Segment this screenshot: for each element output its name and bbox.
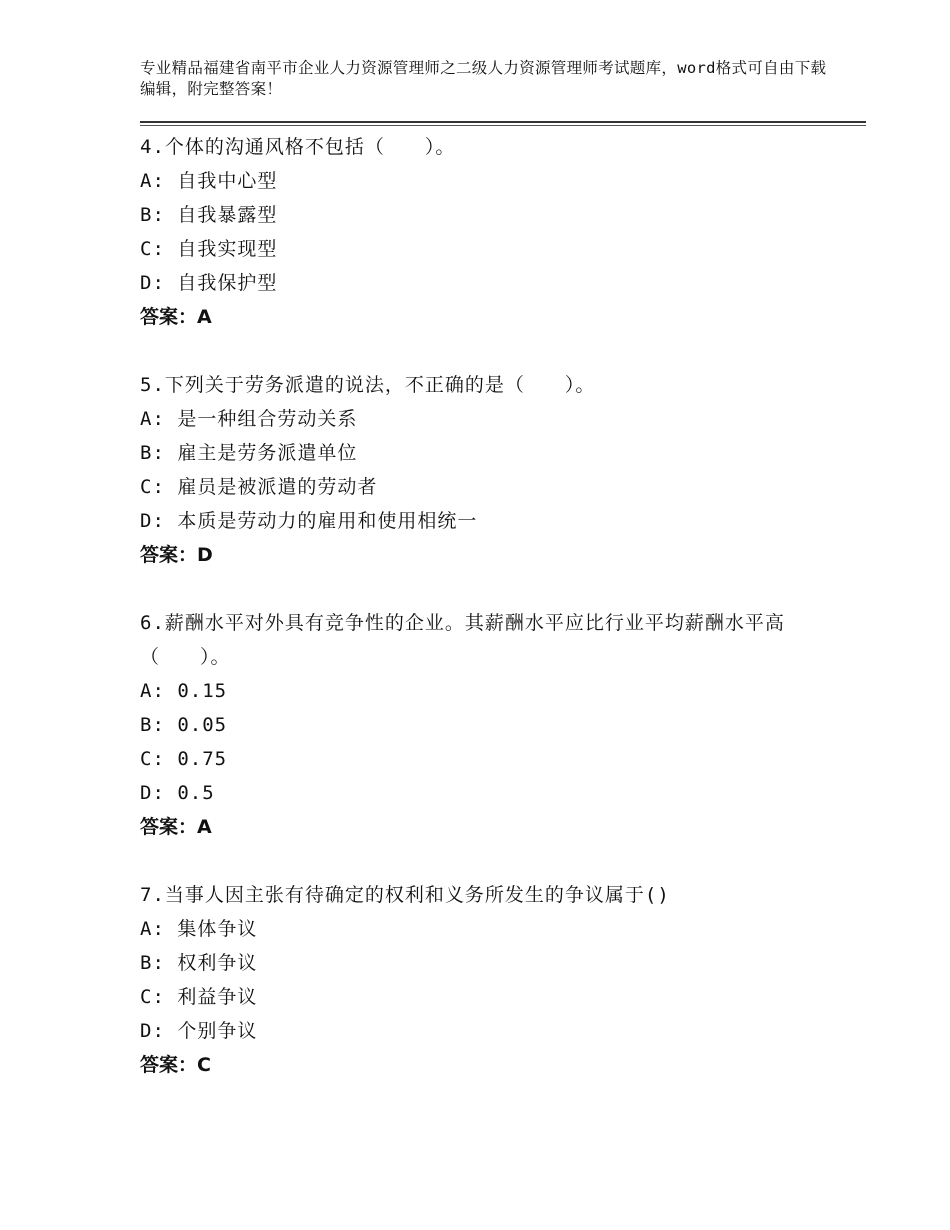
option-a: A: 是一种组合劳动关系 [140,408,358,430]
answer-line: 答案：C [140,1054,211,1076]
question-stem: 4.个体的沟通风格不包括（ ）。 [140,136,456,158]
option-b: B: 权利争议 [140,952,258,974]
option-d: D: 自我保护型 [140,272,278,294]
question-7 [140,878,840,1082]
option-d: D: 本质是劳动力的雇用和使用相统一 [140,510,478,532]
header-divider-thin [140,125,866,126]
question-6 [140,606,840,844]
question-4 [140,130,840,334]
question-stem: 5.下列关于劳务派遣的说法，不正确的是（ ）。 [140,374,596,396]
question-stem: 7.当事人因主张有待确定的权利和义务所发生的争议属于() [140,884,670,906]
option-c: C: 自我实现型 [140,238,278,260]
option-a: A: 0.15 [140,680,228,702]
answer-line: 答案：A [140,816,212,838]
option-d: D: 个别争议 [140,1020,258,1042]
question-5 [140,368,840,572]
option-b: B: 0.05 [140,714,228,736]
answer-line: 答案：A [140,306,212,328]
option-c: C: 雇员是被派遣的劳动者 [140,476,378,498]
option-c: C: 利益争议 [140,986,258,1008]
option-a: A: 自我中心型 [140,170,278,192]
option-b: B: 自我暴露型 [140,204,278,226]
option-c: C: 0.75 [140,748,228,770]
question-list [140,130,840,1116]
question-stem: 6.薪酬水平对外具有竞争性的企业。其薪酬水平应比行业平均薪酬水平高（ ）。 [140,612,785,668]
document-header: 专业精品福建省南平市企业人力资源管理师之二级人力资源管理师考试题库，word格式可自由下载编辑，附完整答案！ [140,59,827,98]
option-d: D: 0.5 [140,782,215,804]
option-a: A: 集体争议 [140,918,258,940]
answer-line: 答案：D [140,544,213,566]
header-divider [140,121,866,123]
option-b: B: 雇主是劳务派遣单位 [140,442,358,464]
